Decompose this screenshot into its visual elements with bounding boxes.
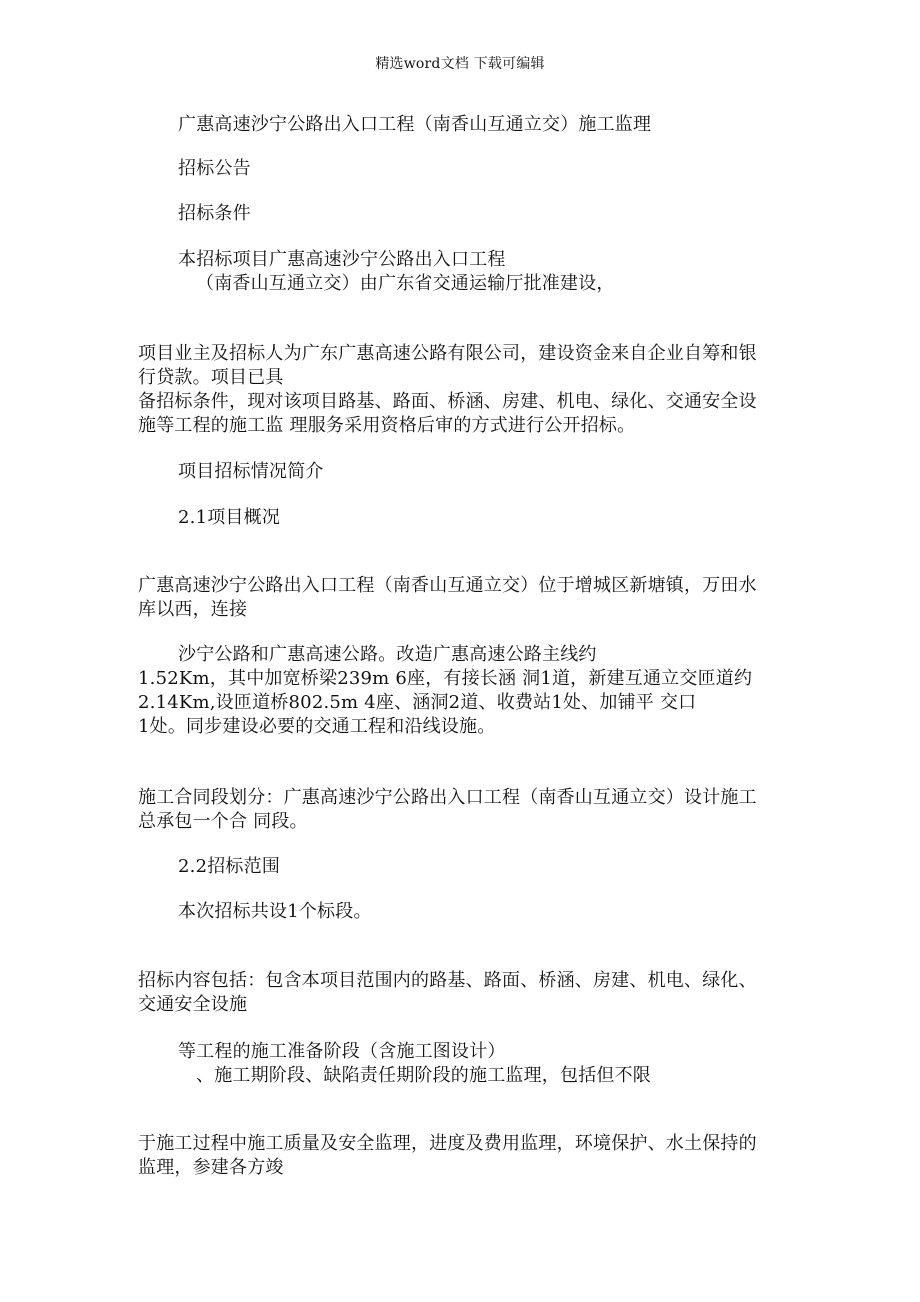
paragraph-owner-line: 施等工程的施工监 理服务采用资格后审的方式进行公开招标。 — [138, 415, 636, 436]
paragraph-location-line: 库以西，连接 — [138, 599, 248, 620]
paragraph-supervision-line: 于施工过程中施工质量及安全监理，进度及费用监理，环境保护、水土保持的 — [138, 1133, 757, 1154]
paragraph-content-line: 招标内容包括：包含本项目范围内的路基、路面、桥涵、房建、机电、绿化、 — [138, 970, 757, 991]
document-title: 广惠高速沙宁公路出入口工程（南香山互通立交）施工监理 — [178, 114, 652, 135]
paragraph-phases-line: 、施工期阶段、缺陷责任期阶段的施工监理，包括但不限 — [196, 1065, 651, 1086]
section-heading-project-overview: 项目招标情况简介 — [178, 461, 324, 482]
paragraph-lots: 本次招标共设1个标段。 — [178, 901, 372, 922]
paragraph-scope-line: 1.52Km，其中加宽桥梁239m 6座，有接长涵 洞1道，新建互通立交匝道约 — [138, 668, 753, 689]
subsection-heading-2-1: 2.1项目概况 — [178, 507, 281, 528]
paragraph-contract-line: 施工合同段划分：广惠高速沙宁公路出入口工程（南香山互通立交）设计施工 — [138, 787, 757, 808]
paragraph-location-line: 广惠高速沙宁公路出入口工程（南香山互通立交）位于增城区新塘镇，万田水 — [138, 575, 757, 596]
paragraph-phases-line: 等工程的施工准备阶段（含施工图设计） — [178, 1041, 506, 1062]
paragraph-owner-line: 备招标条件，现对该项目路基、路面、桥涵、房建、机电、绿化、交通安全设 — [138, 391, 757, 412]
paragraph-supervision-line: 监理，参建各方竣 — [138, 1157, 284, 1178]
paragraph-scope-line: 2.14Km,设匝道桥802.5m 4座、涵洞2道、收费站1处、加铺平 交口 — [138, 692, 697, 713]
paragraph-owner-line: 项目业主及招标人为广东广惠高速公路有限公司，建设资金来自企业自筹和银 — [138, 343, 757, 364]
paragraph-contract-line: 总承包一个合 同段。 — [138, 811, 308, 832]
paragraph-project-line: 本招标项目广惠高速沙宁公路出入口工程 — [178, 249, 506, 270]
paragraph-content-line: 交通安全设施 — [138, 994, 248, 1015]
subsection-heading-2-2: 2.2招标范围 — [178, 856, 281, 877]
paragraph-scope-line: 1处。同步建设必要的交通工程和沿线设施。 — [138, 716, 496, 737]
section-heading-bidding-conditions: 招标条件 — [178, 203, 251, 224]
page-header: 精选word文档 下载可编辑 — [375, 56, 545, 72]
paragraph-scope-line: 沙宁公路和广惠高速公路。改造广惠高速公路主线约 — [178, 644, 597, 665]
paragraph-project-line: （南香山互通立交）由广东省交通运输厅批准建设， — [196, 273, 615, 294]
paragraph-owner-line: 行贷款。项目已具 — [138, 367, 284, 388]
announcement-heading: 招标公告 — [178, 158, 251, 179]
